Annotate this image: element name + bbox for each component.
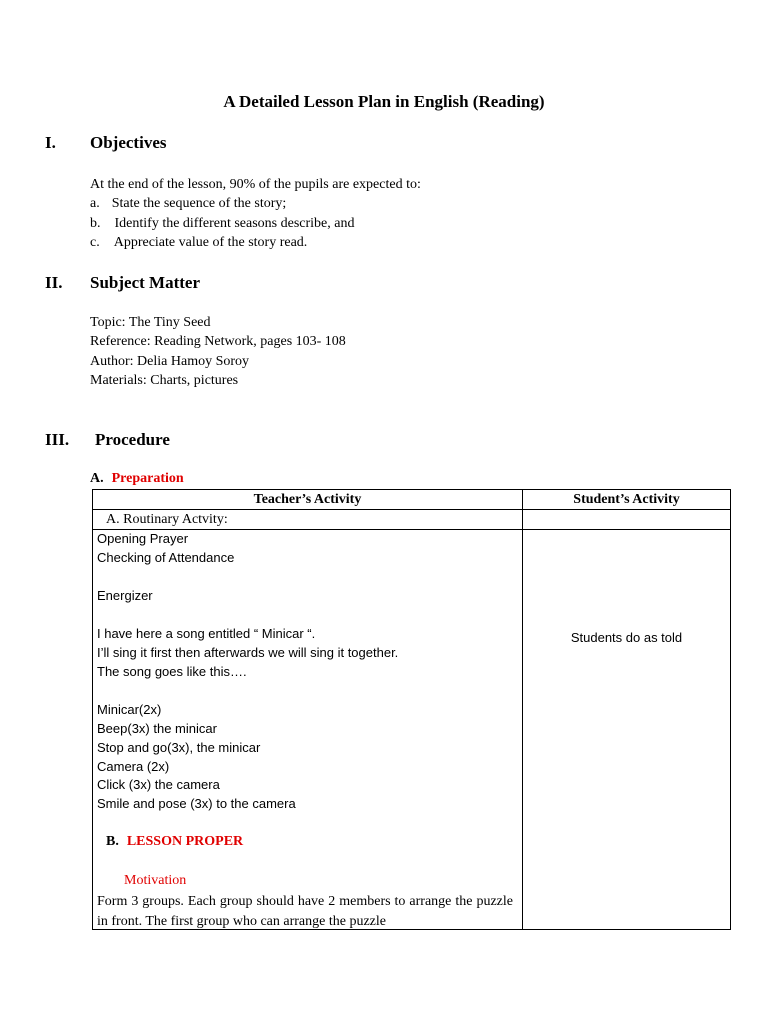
procedure-table xyxy=(92,489,731,930)
section-number-objectives: I. xyxy=(45,133,56,152)
subject-reference: Reference: Reading Network, pages 103- 108 xyxy=(90,334,346,349)
teacher-line: Opening Prayer xyxy=(97,531,189,546)
routinary-activity-label xyxy=(93,510,523,530)
objective-marker: c. xyxy=(90,235,100,250)
teacher-line: Smile and pose (3x) to the camera xyxy=(97,796,296,811)
table-header-row xyxy=(93,490,731,510)
routinary-activity-text: A. Routinary Actvity: xyxy=(106,511,228,527)
motivation-text: Form 3 groups. Each group should have 2 members to arrange the puzzle in front. The first group who can arrange the puzzle xyxy=(97,894,513,929)
teacher-line: Minicar(2x) xyxy=(97,702,162,717)
teacher-line: Click (3x) the camera xyxy=(97,777,220,792)
lesson-proper-marker: B. xyxy=(106,834,119,849)
objective-item xyxy=(90,235,307,251)
objective-marker: b. xyxy=(90,216,101,231)
objective-item xyxy=(90,216,355,232)
section-title-procedure: Procedure xyxy=(95,430,170,449)
teacher-line: I have here a song entitled “ Minicar “. xyxy=(97,626,316,641)
subsection-title: Preparation xyxy=(111,471,184,486)
page-title: A Detailed Lesson Plan in English (Reading) xyxy=(223,92,545,111)
objective-text: Appreciate value of the story read. xyxy=(113,235,308,250)
subject-topic: Topic: The Tiny Seed xyxy=(90,315,211,330)
teacher-line: The song goes like this…. xyxy=(97,664,247,679)
subject-author: Author: Delia Hamoy Soroy xyxy=(90,354,250,369)
teacher-activity-cell xyxy=(93,530,523,930)
objective-marker: a. xyxy=(90,196,100,211)
subsection-preparation xyxy=(90,471,184,487)
section-number-procedure: III. xyxy=(45,430,70,449)
section-title-subject-matter: Subject Matter xyxy=(90,273,200,292)
header-teacher-activity: Teacher’s Activity xyxy=(93,490,523,510)
empty-cell xyxy=(523,510,731,530)
table-row xyxy=(93,530,731,930)
teacher-line: Stop and go(3x), the minicar xyxy=(97,740,261,755)
student-activity-cell xyxy=(523,530,731,930)
objectives-intro: At the end of the lesson, 90% of the pupils are expected to: xyxy=(90,177,421,192)
motivation-heading: Motivation xyxy=(124,873,187,888)
section-title-objectives: Objectives xyxy=(90,133,167,152)
table-row xyxy=(93,510,731,530)
objective-text: State the sequence of the story; xyxy=(111,196,287,211)
objective-item xyxy=(90,196,286,212)
teacher-line: Camera (2x) xyxy=(97,759,170,774)
teacher-line: Checking of Attendance xyxy=(97,550,235,565)
subject-materials: Materials: Charts, pictures xyxy=(90,373,239,388)
section-number-subject-matter: II. xyxy=(45,273,63,292)
teacher-line: I’ll sing it first then afterwards we will sing it together. xyxy=(97,645,399,660)
lesson-proper-heading xyxy=(106,834,243,850)
objective-text: Identify the different seasons describe, and xyxy=(114,216,355,231)
student-response: Students do as told xyxy=(570,630,683,645)
teacher-line: Beep(3x) the minicar xyxy=(97,721,217,736)
lesson-proper-title: LESSON PROPER xyxy=(126,834,244,849)
header-student-activity: Student’s Activity xyxy=(523,490,731,510)
subsection-marker: A. xyxy=(90,471,104,486)
teacher-line: Energizer xyxy=(97,588,153,603)
